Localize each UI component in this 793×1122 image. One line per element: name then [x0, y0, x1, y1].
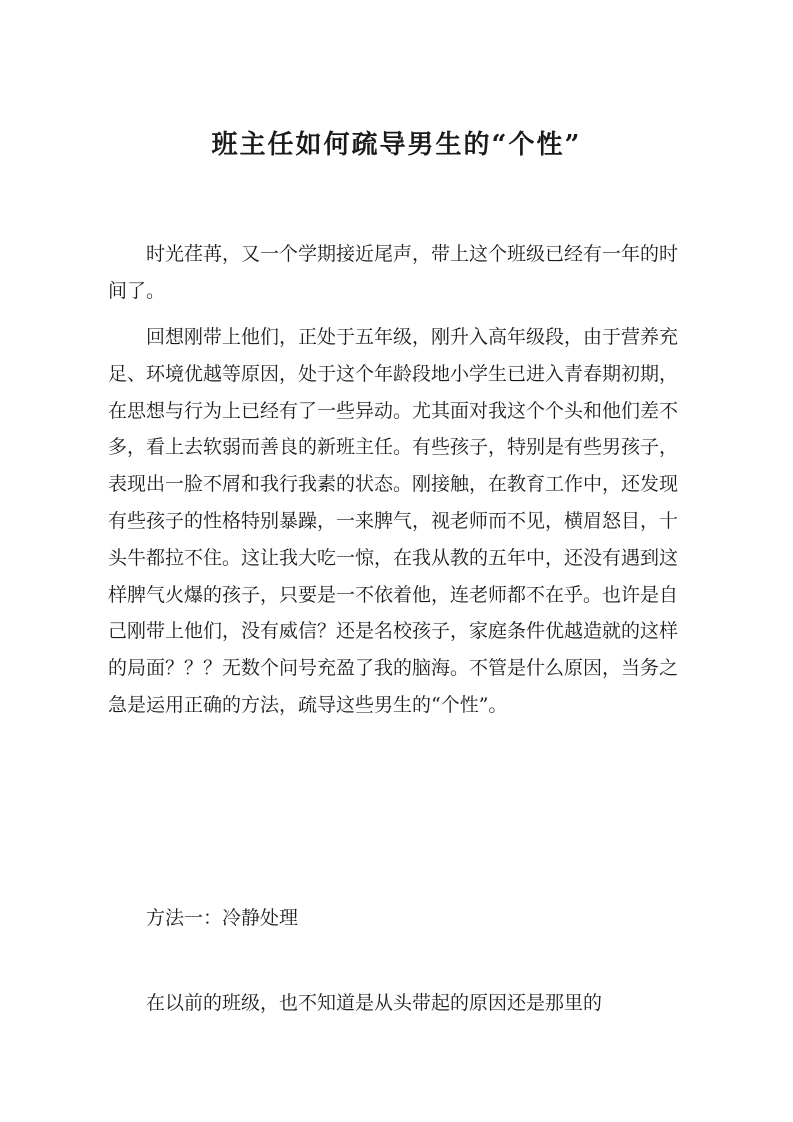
page-title: 班主任如何疏导男生的“个性” — [211, 130, 582, 160]
paragraph-recall: 回想刚带上他们，正处于五年级，刚升入高年级段，由于营养充足、环境优越等原因，处于这个年龄段地小学生已进入青春期初期，在思想与行为上已经有了一些异动。尤其面对我这个个头和他们差不多，看上去软弱而善良的新班主任。有些孩子，特别是有些男孩子，表现出一脸不屑和我行我素的状态。刚接触，在教育工作中，还发现有些孩子的性格特别暴躁，一来脾气，视老师而不见，横眉怒目，十头牛都拉不住。这让我大吃一惊，在我从教的五年中，还没有遇到这样脾气火爆的孩子，只要是一不依着他，连老师都不在乎。也许是自己刚带上他们，没有威信？还是名校孩子，家庭条件优越造就的这样的局面？？？无数个问号充盈了我的脑海。不管是什么原因，当务之急是运用正确的方法，疏导这些男生的“个性”。 — [108, 326, 679, 716]
section-paragraph: 在以前的班级，也不知道是从头带起的原因还是那里的 — [146, 992, 603, 1014]
paragraph-intro: 时光荏苒，又一个学期接近尾声，带上这个班级已经有一年的时间了。 — [108, 243, 679, 302]
section-heading: 方法一：冷静处理 — [146, 907, 299, 929]
